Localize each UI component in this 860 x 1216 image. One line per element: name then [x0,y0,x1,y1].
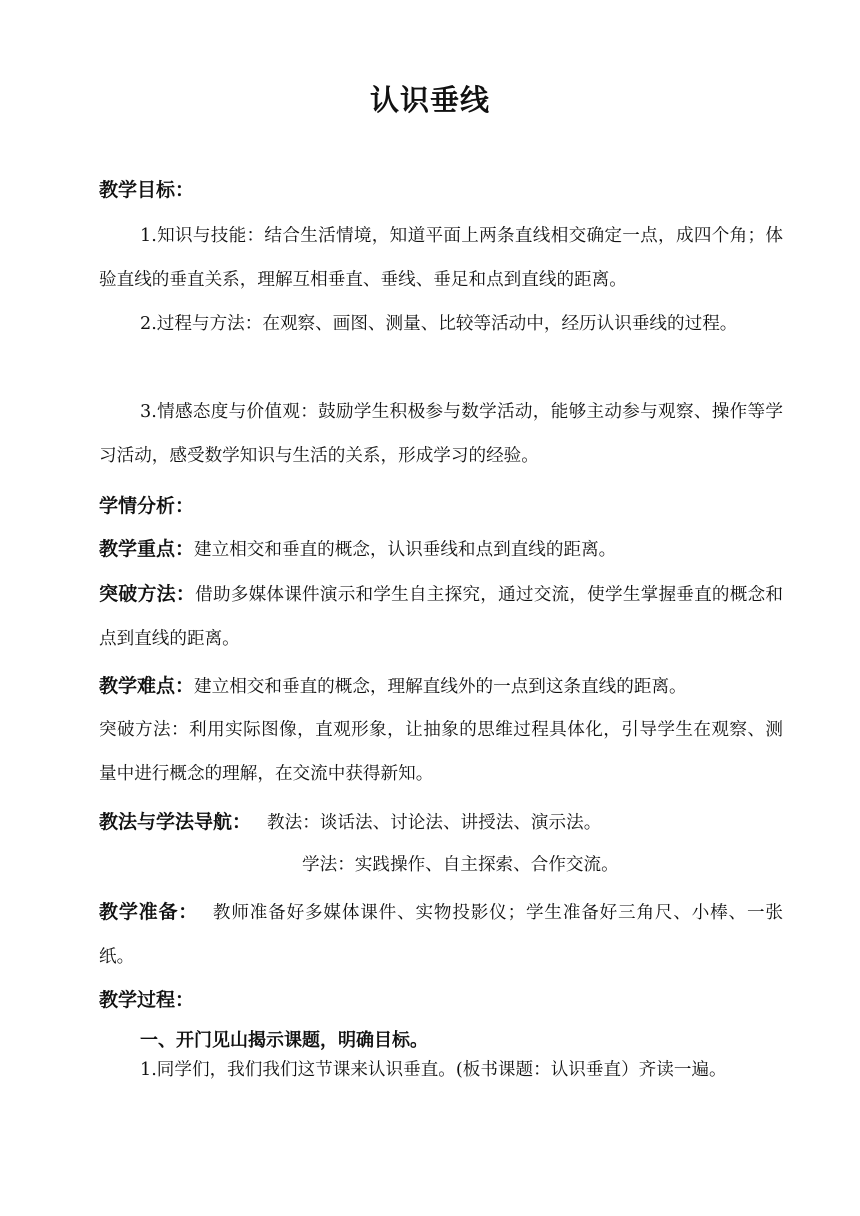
analysis-heading: 学情分析： [99,495,195,517]
difficulty-text: 建立相交和垂直的概念，理解直线外的一点到这条直线的距离。 [194,677,687,697]
methods-line [99,800,783,845]
methods-label: 教法与学法导航： [99,811,252,833]
breakthrough-1-paragraph [99,572,783,661]
objective-item-2: 2.过程与方法：在观察、画图、测量、比较等活动中，经历认识垂线的过程。 [140,314,738,334]
key-point-paragraph [99,527,783,572]
difficulty-paragraph [99,664,783,709]
objective-item-1: 1.知识与技能：结合生活情境，知道平面上两条直线相交确定一点，成四个角；体验直线的垂直关系，理解互相垂直、垂线、垂足和点到直线的距离。 [99,226,783,290]
breakthrough-1-label: 突破方法： [99,583,196,605]
preparation-text: 教师准备好多媒体课件、实物投影仪；学生准备好三角尺、小棒、一张纸。 [99,903,783,967]
process-step-1: 1.同学们，我们我们这节课来认识垂直。(板书课题：认识垂直）齐读一遍。 [140,1060,727,1080]
key-point-label: 教学重点： [99,538,195,560]
learning-methods: 学法：实践操作、自主探索、合作交流。 [302,855,619,875]
preparation-paragraph [99,890,783,979]
difficulty-label: 教学难点： [99,675,195,697]
teaching-methods: 教法：谈话法、讨论法、讲授法、演示法。 [267,813,602,833]
objectives-heading: 教学目标： [99,179,195,201]
breakthrough-2-paragraph: 突破方法：利用实际图像，直观形象，让抽象的思维过程具体化，引导学生在观察、测量中进行概念的理解，在交流中获得新知。 [99,720,783,784]
preparation-label: 教学准备： [99,901,199,923]
document-title: 认识垂线 [369,83,490,117]
process-section-1: 一、开门见山揭示课题，明确目标。 [140,1030,428,1051]
breakthrough-1-text: 借助多媒体课件演示和学生自主探究，通过交流，使学生掌握垂直的概念和点到直线的距离。 [99,585,783,649]
process-heading: 教学过程： [99,989,195,1011]
objective-item-3: 3.情感态度与价值观：鼓励学生积极参与数学活动，能够主动参与观察、操作等学习活动，感受数学知识与生活的关系，形成学习的经验。 [99,402,783,466]
key-point-text: 建立相交和垂直的概念，认识垂线和点到直线的距离。 [194,540,617,560]
